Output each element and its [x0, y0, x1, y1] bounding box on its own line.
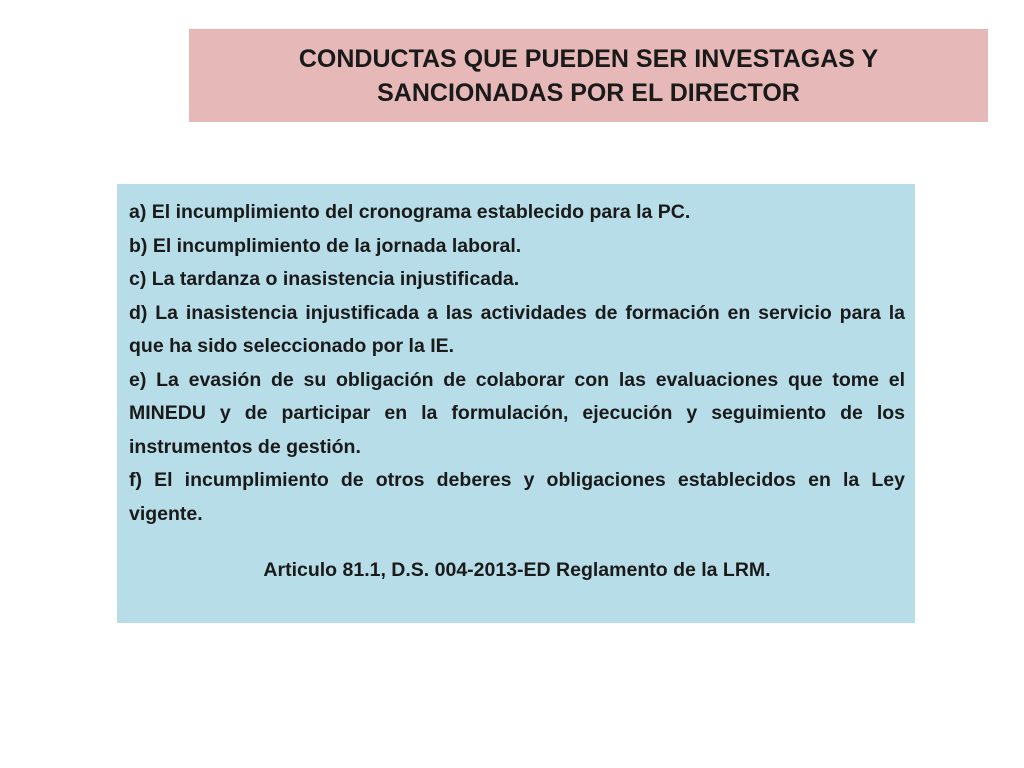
list-item-d: d) La inasistencia injustificada a las actividades de formación en servicio para la que ha sido seleccionado por la IE.	[129, 301, 905, 357]
list-item-e: e) La evasión de su obligación de colaborar con las evaluaciones que tome el MINEDU y de participar en la formulación, ejecución y seguimiento de los instrumentos de gestión.	[129, 368, 905, 458]
content-box	[117, 184, 915, 623]
title-line-2: SANCIONADAS POR EL DIRECTOR	[377, 78, 800, 107]
title-line-1: CONDUCTAS QUE PUEDEN SER INVESTAGAS Y	[298, 44, 879, 73]
list-item-b: b) El incumplimiento de la jornada laboral.	[129, 234, 522, 257]
list-item-c: c) La tardanza o inasistencia injustificada.	[129, 268, 520, 290]
list-item-a: a) El incumplimiento del cronograma establecido para la PC.	[129, 201, 691, 223]
list-item-f: f) El incumplimiento de otros deberes y obligaciones establecidos en la Ley vigente.	[129, 469, 905, 525]
citation: Articulo 81.1, D.S. 004-2013-ED Reglamento de la LRM.	[263, 559, 771, 581]
title-box	[189, 29, 988, 122]
